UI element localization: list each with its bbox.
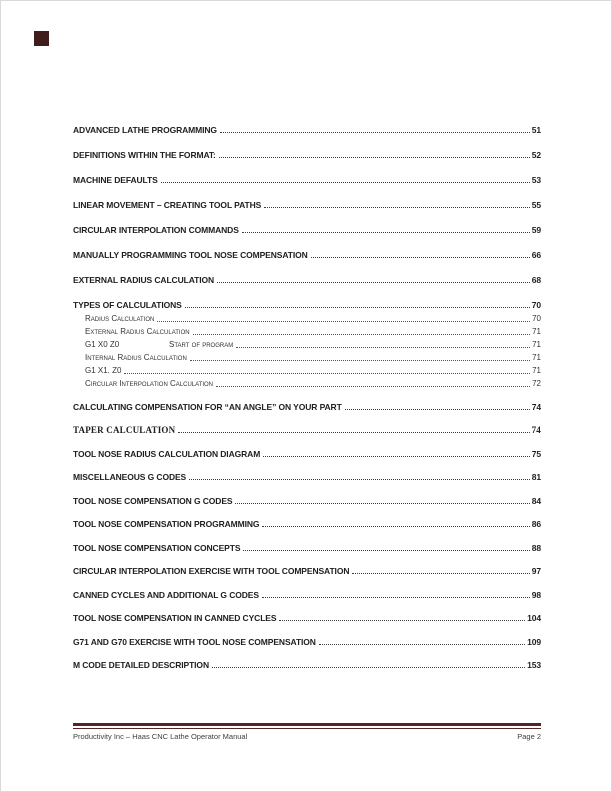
toc-entry-label: ADVANCED LATHE PROGRAMMING <box>73 125 217 135</box>
toc-entry-label: CALCULATING COMPENSATION FOR “AN ANGLE” ON YOUR PART <box>73 401 342 412</box>
toc-entry-page: 74 <box>531 401 541 412</box>
dot-leader <box>212 667 525 668</box>
toc-entry-page: 71 <box>532 327 541 336</box>
toc-entry-page: 104 <box>527 613 541 623</box>
toc-entry-page: 55 <box>531 200 541 210</box>
dot-leader <box>263 456 530 457</box>
dot-leader <box>157 321 530 322</box>
dot-leader <box>124 373 530 374</box>
toc-entry-page: 68 <box>531 275 541 285</box>
toc-entry-label: TOOL NOSE COMPENSATION CONCEPTS <box>73 542 241 553</box>
toc-entry-page: 88 <box>531 542 541 553</box>
toc-entry-page: 86 <box>531 519 541 529</box>
dot-leader <box>319 644 525 645</box>
toc-entry[interactable] <box>73 260 541 285</box>
toc-entry[interactable] <box>73 310 541 323</box>
toc-entry[interactable] <box>73 375 541 388</box>
toc-entry[interactable] <box>73 600 541 624</box>
toc-entry[interactable] <box>73 623 541 647</box>
dot-leader <box>262 597 530 598</box>
toc-entry-label: MANUALLY PROGRAMMING TOOL NOSE COMPENSATION <box>73 250 308 260</box>
toc-entry[interactable] <box>73 412 541 436</box>
dot-leader <box>219 157 530 158</box>
toc-entry-page: 109 <box>527 636 541 647</box>
toc-entry[interactable] <box>73 553 541 577</box>
dot-leader <box>161 182 530 183</box>
toc-entry[interactable] <box>73 323 541 336</box>
toc-entry-label: TOOL NOSE COMPENSATION G CODES <box>73 495 233 506</box>
page-footer <box>73 723 541 741</box>
dot-leader <box>220 132 530 133</box>
toc-entry[interactable] <box>73 210 541 235</box>
dot-leader <box>345 409 530 410</box>
toc-entry-label: CIRCULAR INTERPOLATION COMMANDS <box>73 225 239 235</box>
toc-entry-page: 74 <box>531 425 541 435</box>
toc-entry[interactable] <box>73 235 541 260</box>
toc-entry-page: 66 <box>531 250 541 260</box>
toc-entry-page: 81 <box>531 472 541 482</box>
toc-entry-page: 71 <box>532 353 541 362</box>
dot-leader <box>217 282 530 283</box>
dot-leader <box>243 550 529 551</box>
toc-entry[interactable] <box>73 482 541 506</box>
toc-entry[interactable] <box>73 459 541 483</box>
dot-leader <box>190 360 530 361</box>
toc-entry[interactable] <box>73 506 541 530</box>
toc-entry-page: 71 <box>532 366 541 375</box>
toc-entry-label: MISCELLANEOUS G CODES <box>73 472 187 482</box>
toc-entry[interactable] <box>73 576 541 600</box>
dot-leader <box>352 573 529 574</box>
footer-manual-title: Productivity Inc – Haas CNC Lathe Operator Manual <box>73 732 248 741</box>
toc-entry-label: TOOL NOSE RADIUS CALCULATION DIAGRAM <box>73 448 261 459</box>
toc-entry-page: 71 <box>532 340 541 349</box>
toc-entry-page: 97 <box>531 566 541 576</box>
toc-entry-label: TAPER CALCULATION <box>73 425 176 435</box>
toc-entry-page: 59 <box>531 225 541 235</box>
toc-entry-label: External Radius Calculation <box>85 327 190 336</box>
toc-entry-label: TYPES OF CALCULATIONS <box>73 300 182 310</box>
toc-entry[interactable] <box>73 388 541 412</box>
toc-entry[interactable] <box>73 435 541 459</box>
toc-entry-label: G71 AND G70 EXERCISE WITH TOOL NOSE COMPENSATION <box>73 636 316 647</box>
dot-leader <box>216 386 530 387</box>
toc-entry[interactable] <box>73 647 541 671</box>
dot-leader <box>242 232 530 233</box>
dot-leader <box>264 207 530 208</box>
toc-entry[interactable] <box>73 110 541 135</box>
toc-entry-page: 153 <box>527 660 541 670</box>
toc-entry-page: 51 <box>531 125 541 135</box>
dot-leader <box>189 479 530 480</box>
toc-entry[interactable] <box>73 160 541 185</box>
dot-leader <box>178 432 529 433</box>
toc-entry[interactable] <box>73 185 541 210</box>
toc-entry-label: Internal Radius Calculation <box>85 353 187 362</box>
toc-entry-label: Circular Interpolation Calculation <box>85 379 214 388</box>
toc-entry[interactable] <box>73 349 541 362</box>
toc-entry[interactable] <box>73 336 541 349</box>
toc-entry-label: Radius Calculation <box>85 314 155 323</box>
toc-entry-label: MACHINE DEFAULTS <box>73 175 158 185</box>
toc-entry-label: TOOL NOSE COMPENSATION PROGRAMMING <box>73 519 260 529</box>
toc-entry-page: 52 <box>531 150 541 160</box>
dot-leader <box>185 307 530 308</box>
table-of-contents <box>73 110 541 670</box>
toc-entry-label: EXTERNAL RADIUS CALCULATION <box>73 275 215 285</box>
toc-entry[interactable] <box>73 285 541 310</box>
footer-page-number: Page 2 <box>517 732 541 741</box>
toc-entry-label: LINEAR MOVEMENT – CREATING TOOL PATHS <box>73 200 262 210</box>
dot-leader <box>279 620 525 621</box>
toc-entry-label: CANNED CYCLES AND ADDITIONAL G CODES <box>73 589 259 600</box>
toc-entry-page: 70 <box>532 314 541 323</box>
toc-entry-page: 72 <box>532 379 541 388</box>
toc-entry[interactable] <box>73 529 541 553</box>
toc-entry-label: G1 X0 Z0 <box>85 340 120 349</box>
toc-entry-page: 98 <box>531 589 541 600</box>
toc-entry-label: DEFINITIONS WITHIN THE FORMAT: <box>73 150 216 160</box>
toc-entry-page: 75 <box>531 448 541 459</box>
toc-entry[interactable] <box>73 362 541 375</box>
toc-entry-label: CIRCULAR INTERPOLATION EXERCISE WITH TOOL COMPENSATION <box>73 566 350 576</box>
toc-entry-label: M CODE DETAILED DESCRIPTION <box>73 660 209 670</box>
dot-leader <box>235 503 529 504</box>
dot-leader <box>262 526 529 527</box>
toc-entry-page: 53 <box>531 175 541 185</box>
toc-entry[interactable] <box>73 135 541 160</box>
toc-entry-page: 70 <box>531 300 541 310</box>
dot-leader <box>311 257 530 258</box>
toc-entry-label: G1 X1. Z0 <box>85 366 122 375</box>
dot-leader <box>193 334 531 335</box>
toc-entry-sublabel: Start of program <box>169 340 234 349</box>
dot-leader <box>236 347 530 348</box>
footer-rule <box>73 723 541 729</box>
toc-entry-label: TOOL NOSE COMPENSATION IN CANNED CYCLES <box>73 613 277 623</box>
header-accent-square <box>34 31 49 46</box>
toc-entry-page: 84 <box>531 495 541 506</box>
